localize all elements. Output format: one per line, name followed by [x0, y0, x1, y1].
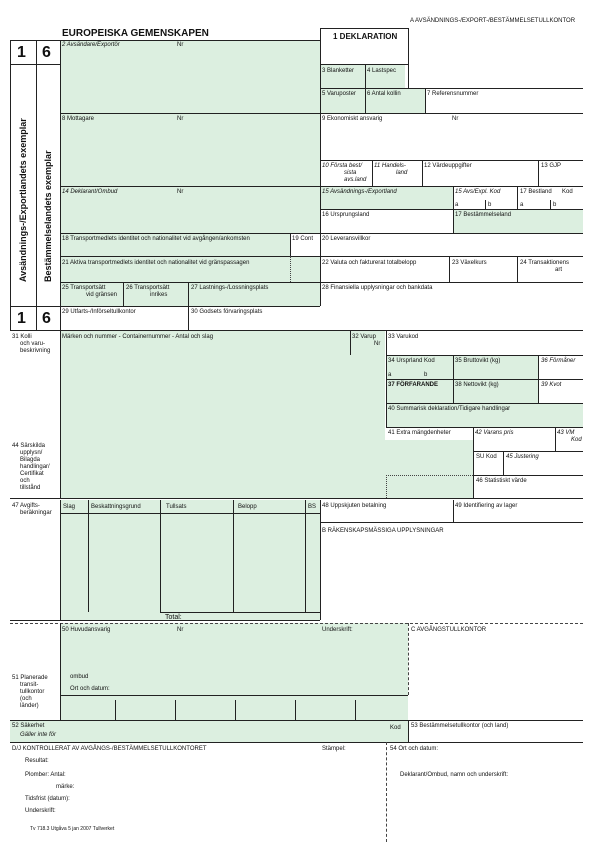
- field-24-label-b: art: [555, 267, 563, 273]
- field-13-label[interactable]: 13 GJP: [541, 163, 562, 169]
- field-47-label-a[interactable]: 47 Avgifts-: [12, 503, 40, 509]
- field-14-label[interactable]: 14 Deklarant/Ombud: [62, 189, 118, 195]
- field-52-label[interactable]: 52 Säkerhet: [12, 723, 45, 729]
- field-9-label[interactable]: 9 Ekonomiskt ansvarig: [322, 116, 383, 122]
- field-6-label[interactable]: 6 Antal kollin: [367, 91, 401, 97]
- field-18-label[interactable]: 18 Transportmedlets identitet och nationalitet vid avgången/ankomsten: [62, 236, 250, 242]
- field-32-label-a[interactable]: 32 Varup: [352, 334, 376, 340]
- field-22-label[interactable]: 22 Valuta och fakturerat totalbelopp: [322, 260, 417, 266]
- field-29-label[interactable]: 29 Utfarts-/Införseltullkontor: [62, 309, 136, 315]
- col-bs: BS: [308, 504, 317, 510]
- field-26-label-b: inrikes: [150, 292, 168, 298]
- field-48-label[interactable]: 48 Uppskjuten betalning: [322, 503, 387, 509]
- field-54-label[interactable]: 54 Ort och datum:: [390, 746, 439, 752]
- field-52-sub: Gäller inte för: [20, 732, 57, 738]
- field-15a-b: b: [488, 202, 492, 208]
- col-tullsats: Tullsats: [166, 504, 187, 510]
- field-19-label[interactable]: 19 Cont: [292, 236, 314, 242]
- field-25-label-b: vid gränsen: [86, 292, 118, 298]
- field-24-label-a[interactable]: 24 Transaktionens: [520, 260, 570, 266]
- field-28-label[interactable]: 28 Finansiella upplysningar och bankdata: [322, 285, 433, 291]
- field-31-text: Märken och nummer - Containernummer - Antal och slag: [62, 334, 214, 340]
- field-32-label-b: Nr: [374, 341, 381, 347]
- field-8-nr: Nr: [177, 116, 184, 122]
- box-8-shade: [60, 113, 320, 186]
- stampel-label: Stämpel:: [322, 746, 346, 752]
- plomber-label: Plomber: Antal:: [25, 772, 66, 778]
- box-47-shade: [60, 500, 320, 620]
- box-50-shade: [60, 623, 408, 695]
- field-17-label[interactable]: 17 Bestämmelseland: [455, 212, 512, 218]
- side-label-outer: Avsändnings-/Exportlandets exemplar: [18, 118, 28, 282]
- field-47-label-b: beräkningar: [20, 510, 52, 516]
- field-23-label[interactable]: 23 Växelkurs: [452, 260, 487, 266]
- field-42-label[interactable]: 42 Varans pris: [475, 430, 514, 436]
- field-44-label-f: och: [20, 478, 30, 484]
- field-4-label[interactable]: 4 Lastspec: [367, 68, 397, 74]
- copy-number-6: 6: [42, 44, 51, 61]
- field-15-label[interactable]: 15 Avsändnings-/Exportland: [322, 189, 397, 195]
- field-17a-a: a: [520, 202, 524, 208]
- field-11-label-b: land: [396, 170, 408, 176]
- box-52-shade: [10, 720, 408, 742]
- field-10-label-b: sista: [344, 170, 357, 176]
- field-27-label[interactable]: 27 Lastnings-/Lossningsplats: [191, 285, 269, 291]
- field-3-label[interactable]: 3 Blanketter: [322, 68, 355, 74]
- field-40-label[interactable]: 40 Summarisk deklaration/Tidigare handlingar: [388, 406, 511, 412]
- field-21-label[interactable]: 21 Aktiva transportmedlets identitet och nationalitet vid gränspassagen: [62, 260, 250, 266]
- field-44-label-d: handlingar/: [20, 464, 50, 470]
- field-35-label[interactable]: 35 Bruttovikt (kg): [455, 358, 501, 364]
- col-belopp: Belopp: [238, 504, 257, 510]
- box-2-shade: [60, 40, 320, 113]
- field-53-label[interactable]: 53 Bestämmelsetullkontor (och land): [411, 723, 509, 729]
- ombud-label: ombud: [70, 674, 89, 680]
- field-31-label-c: beskrivning: [20, 348, 51, 354]
- field-10-label-c: avs.land: [344, 177, 367, 183]
- box-44-shade: [60, 440, 473, 498]
- field-50-signature: Underskrift:: [322, 627, 353, 633]
- tidsfrist-label: Tidsfrist (datum):: [25, 796, 70, 802]
- col-beskattningsgrund: Beskattningsgrund: [91, 504, 141, 510]
- field-46-label[interactable]: 46 Statistiskt värde: [476, 478, 527, 484]
- su-kod-label: SU Kod: [476, 454, 497, 460]
- field-26-label-a[interactable]: 26 Transportsätt: [126, 285, 170, 291]
- field-44-label-g: tillstånd: [20, 485, 41, 491]
- box-31-shade: [60, 330, 385, 440]
- field-12-label[interactable]: 12 Värdeuppgifter: [424, 163, 472, 169]
- copy-number-1-bottom: 1: [17, 310, 26, 327]
- field-51-label-b: transit-: [20, 682, 39, 688]
- resultat-label: Resultat:: [25, 758, 49, 764]
- field-11-label-a[interactable]: 11 Handels-: [374, 163, 406, 169]
- field-50-nr: Nr: [177, 627, 184, 633]
- field-39-label[interactable]: 39 Kvot: [541, 382, 562, 388]
- footer-text: Tv 718.3 Utgåva 5 jan 2007 Tullverket: [30, 826, 115, 832]
- field-54-signature: Deklarant/Ombud, namn och underskrift:: [400, 772, 509, 778]
- side-label-inner: Bestämmelselandets exemplar: [43, 150, 53, 282]
- copy-number-1: 1: [17, 44, 26, 61]
- ort-datum-label: Ort och datum:: [70, 686, 110, 692]
- marke-label: märke:: [56, 784, 75, 790]
- field-16-label[interactable]: 16 Ursprungsland: [322, 212, 370, 218]
- copy-a-label: A AVSÄNDNINGS-/EXPORT-/BESTÄMMELSETULLKONTOR: [410, 18, 576, 24]
- field-44-label-c: Bilagda: [20, 457, 41, 463]
- copy-number-6-bottom: 6: [42, 310, 51, 327]
- underskrift-label: Underskrift:: [25, 808, 56, 814]
- field-9-nr: Nr: [452, 116, 459, 122]
- field-51-label-c: tullkontor: [20, 689, 45, 695]
- field-30-label[interactable]: 30 Godsets förvaringsplats: [191, 309, 263, 315]
- declaration-label: 1 DEKLARATION: [333, 32, 398, 41]
- field-25-label-a[interactable]: 25 Transportsätt: [62, 285, 106, 291]
- field-15a-a: a: [455, 202, 459, 208]
- field-31-label-b: och varu-: [20, 341, 46, 347]
- field-2-nr: Nr: [177, 42, 184, 48]
- field-45-label[interactable]: 45 Justering: [506, 454, 539, 460]
- field-20-label[interactable]: 20 Leveransvillkor: [322, 236, 371, 242]
- field-34-label[interactable]: 34 Ursprland Kod: [388, 358, 435, 364]
- col-slag: Slag: [63, 504, 76, 510]
- field-17a-label[interactable]: 17 Bestland: [520, 189, 552, 195]
- field-17a-kod: Kod: [562, 189, 573, 195]
- total-label: Total:: [165, 614, 182, 621]
- field-36-label[interactable]: 36 Förmåner: [541, 358, 576, 364]
- field-14-nr: Nr: [177, 189, 184, 195]
- field-43-label-b: Kod: [571, 437, 582, 443]
- field-52-kod: Kod: [390, 725, 401, 731]
- field-2-label[interactable]: 2 Avsändare/Exportör: [62, 42, 120, 48]
- field-44-label-e: Certifikat: [20, 471, 44, 477]
- field-43-label-a[interactable]: 43 VM: [557, 430, 575, 436]
- form-title: EUROPEISKA GEMENSKAPEN: [62, 28, 209, 39]
- field-15a-label[interactable]: 15 Avs/Expl. Kod: [455, 189, 501, 195]
- field-5-label[interactable]: 5 Varuposter: [322, 91, 356, 97]
- field-17a-b: b: [553, 202, 557, 208]
- field-44-label-a[interactable]: 44 Särskilda: [12, 443, 46, 449]
- field-c-label[interactable]: C AVGÅNGSTULLKONTOR: [411, 627, 487, 633]
- field-34-a: a: [388, 372, 392, 378]
- field-7-label[interactable]: 7 Referensnummer: [427, 91, 479, 97]
- field-d-label[interactable]: D/J KONTROLLERAT AV AVGÅNGS-/BESTÄMMELSETULLKONTORET: [12, 746, 207, 752]
- field-34-b: b: [424, 372, 428, 378]
- field-44-label-b: upplysn/: [20, 450, 43, 456]
- field-38-label[interactable]: 38 Nettovikt (kg): [455, 382, 499, 388]
- field-51-label-d: (och: [20, 696, 32, 702]
- field-37-label[interactable]: 37 FÖRFARANDE: [388, 382, 439, 388]
- field-49-label[interactable]: 49 Identifiering av lager: [455, 503, 518, 509]
- field-10-label-a[interactable]: 10 Första best/: [322, 163, 363, 169]
- field-b-label[interactable]: B RÄKENSKAPSMÄSSIGA UPPLYSNINGAR: [322, 528, 444, 534]
- field-41-label[interactable]: 41 Extra mängdenheter: [388, 430, 451, 436]
- field-50-label[interactable]: 50 Huvudansvarig: [62, 627, 111, 633]
- field-8-label[interactable]: 8 Mottagare: [62, 116, 95, 122]
- field-51-label-e: länder): [20, 703, 39, 709]
- field-33-label[interactable]: 33 Varukod: [388, 334, 419, 340]
- field-51-label-a[interactable]: 51 Planerade: [12, 675, 48, 681]
- field-31-label-a[interactable]: 31 Kolli: [12, 334, 32, 340]
